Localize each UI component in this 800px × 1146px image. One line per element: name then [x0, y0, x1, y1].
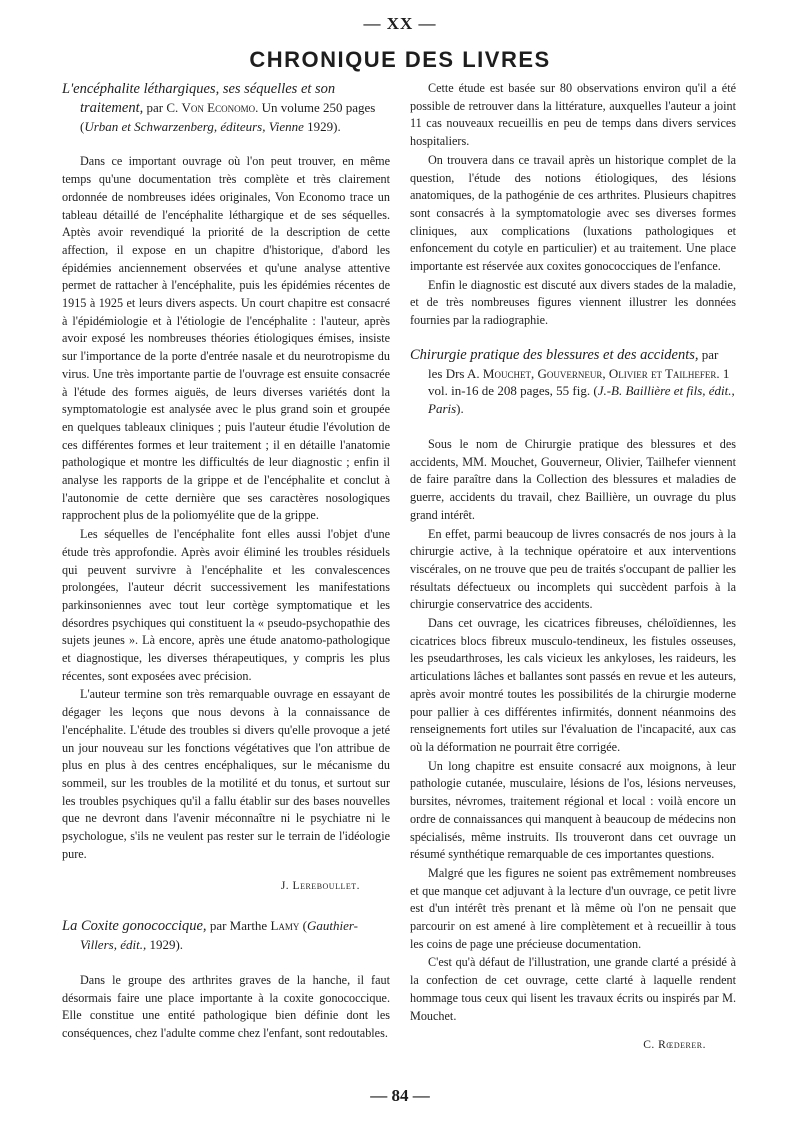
author-name: Von Economo. [181, 99, 259, 115]
publisher: Urban et Schwarzenberg, éditeurs, Vienne [84, 118, 304, 134]
signature-roederer: C. Rœderer. [643, 1039, 706, 1052]
by-text: par C. [146, 99, 179, 115]
spacer [410, 330, 736, 346]
section-heading: CHRONIQUE DES LIVRES [249, 47, 551, 72]
by-text: par Marthe [209, 918, 268, 934]
year: 1929). [146, 937, 184, 953]
publisher: J.-B. Baillière et fils, édit., Paris [428, 383, 735, 417]
publisher: Gauthier-Villers, édit., [80, 918, 359, 953]
left-column [62, 80, 390, 1043]
paragraph: L'auteur termine son très remarquable ouvrage en essayant de dégager les leçons que nous devons à la connaissance de l'encéphalite. L'étude des troubles si divers qu'elle provoque a jeté un jour nouveau sur les fonctions végétatives que l'on attribue de plus en plus à des centres encéphaliques, sur le mécanisme du sommeil, sur les troubles de la motilité et du tonus, et surtout sur les troubles psychiques qu'il a fallu établir sur des bases nouvelles que ne devront dans l'avenir méconnaître ni le psychiatre ni le psychologue, s'ils ne veulent pas rester sur le terrain de l'idéologie pure. [62, 687, 390, 861]
paragraph: Sous le nom de Chirurgie pratique des blessures et des accidents, MM. Mouchet, Gouverneur, Olivier, Tailhefer viennent de faire paraître dans la Collection des blessures et maladies de guerre, accidents du travail, chez Baillière, un ouvrage du plus grand intérêt. [410, 437, 736, 522]
paragraph: Dans le groupe des arthrites graves de la hanche, il faut désormais faire une place importante à la coxite gonococcique. Elle constitue une entité pathologique bien définie dont les conséquences, chez l'adulte comme chez l'enfant, sont redoutables. [62, 972, 390, 1040]
signature-lereboullet: J. Lereboullet. [280, 879, 360, 892]
book-title: La Coxite gonococcique, [62, 918, 207, 935]
book-details: Un volume 250 pages ( [80, 99, 376, 134]
paragraph: Cette étude est basée sur 80 observations environ qu'il a été possible de retrouver dans la littérature, auxquelles l'auteur a joint 11 cas nouveaux recueillis en peu de temps dans divers services hospitaliers. [410, 81, 736, 149]
paragraph: En effet, parmi beaucoup de livres consacrés de nos jours à la chirurgie active, à la technique opératoire et aux interventions viscérales, on ne trouve que peu de traités s'occupant de pallier les résultats défectueux ou incomplets qui succèdent parfois à la chirurgie conservatrice des accidents. [410, 526, 736, 612]
paragraph: Dans ce important ouvrage où l'on peut trouver, en même temps qu'une documentation très complète et très clairement ordonnée de nombreuses idées originales, Von Economo trace un tableau détaillé de l'encéphalite léthargique et de ses séquelles. Aptès avoir revendiqué la priorité de la description de cette affection, il expose en un chapitre d'historique, d'abord les épidémies anciennement observées et qu'une analyse attentive permet de rattacher à l'encéphalite, puis les épidémies récentes de 1915 à 1925 et leurs divers aspects. Un court chapitre est consacré à l'épidémiologie et à l'étiologie de l'encéphalite : l'auteur, après avoir exposé les nombreuses théories étiologiques émises, insiste sur l'importance de la porte d'entrée nasale et du neurotropisme du virus. Une très importante partie de l'ouvrage est ensuite consacrée à l'étude des formes aiguës, de leurs diverses variétés dont la symptomatologie est analysée avec le plus grand soin et groupée en quelques tableaux cliniques ; puis l'auteur étudie l'évolution de ces différentes formes et leur traitement ; il en détaille l'anatomie pathologique et montre les difficultés de leur diagnostic ; enfin il analyse les rapports de la grippe et de l'encéphalite et conclut à l'autonomie de cette dernière que ses caractères nosologiques rapprochent plus de la poliomyélite que de la grippe. [62, 154, 390, 523]
author-name: Lamy [270, 918, 300, 934]
review-von-economo-title-block [62, 80, 390, 135]
right-column [410, 80, 736, 1055]
book-title: L'encéphalite léthargiques, ses séquelles et son traitement, [62, 81, 336, 116]
year: ). [456, 401, 464, 417]
paragraph: C'est qu'à défaut de l'illustration, une grande clarté a présidé à la confection de cet ouvrage, cette clarté à laquelle rendent hommage tous ceux qui lisent les travaux écrits ou inspirés par M. Mouchet. [410, 955, 736, 1023]
review-mouchet-title-block [410, 346, 736, 418]
roman-folio: — XX — [363, 14, 437, 33]
book-details: ( [299, 918, 307, 934]
review-lamy-title-block [62, 917, 390, 954]
paragraph: On trouvera dans ce travail après un historique complet de la question, l'étude des notions étiologiques, des lésions anatomiques, de la pathogénie de ces arthrites. Plusieurs chapitres sont consacrés à la symptomatologie avec ses diverses formes cliniques, aux complications (luxations pathologiques et enfoncement du cotyle en particulier) et au traitement. Une place importante est réservée aux coxites gonococciques de l'enfance. [410, 152, 736, 274]
by-text: par les Drs A. [428, 346, 719, 381]
paragraph: Les séquelles de l'encéphalite font elles aussi l'objet d'une étude très approfondie. Après avoir éliminé les troubles résiduels qui peuvent survivre à l'encéphalite et les convalescences prolongées, l'auteur décrit successivement les manifestations parkinsoniennes avec tout leur cortège symptomatique et les désordres psychiques qui constituent la « pseudo-psychopathie des sujets jeunes ». Là encore, après une étude anatomo-pathologique et diagnostique, les diverses thérapeutiques, y compris les plus récentes, sont exposées avec précision. [62, 527, 390, 683]
year: 1929). [303, 118, 341, 134]
page-number: — 84 — [370, 1086, 430, 1105]
book-title: Chirurgie pratique des blessures et des accidents, [410, 346, 699, 363]
paragraph: Un long chapitre est ensuite consacré aux moignons, à leur pathologie cutanée, musculaire, lésions de l'os, lésions nerveuses, bursites, névromes, traitement régional et local : voilà encore un ordre de connaissances qui manquent à beaucoup de médecins non spécialisés, même instruits. Ils trouveront dans cet ouvrage un résumé synthétique remarquable de ces importantes questions. [410, 758, 736, 862]
author-names: Mouchet, Gouverneur, Olivier et Tailhefer. [482, 365, 720, 381]
book-details: 1 vol. in-16 de 208 pages, 55 fig. ( [428, 365, 730, 399]
paragraph: Enfin le diagnostic est discuté aux divers stades de la maladie, et de très nombreuses figures viennent illustrer les données fournies par la radiographie. [410, 277, 736, 328]
paragraph: Malgré que les figures ne soient pas extrêmement nombreuses et que manque cet adjuvant à la lecture d'un ouvrage, ce petit livre est d'un intérêt très prenant et là même où l'on ne pensait que parcourir on est amené à lire complètement et à recueillir à tous les coins de page une précieuse documentation. [410, 865, 736, 951]
paragraph: Dans cet ouvrage, les cicatrices fibreuses, chéloïdiennes, les cicatrices blocs fibreux musculo-tendineux, les fistules osseuses, les pseudarthroses, les cals vicieux les ankyloses, les raideurs, les articulations lâches et ballantes sont passés en revue et les auteurs, après avoir montré toutes les possibilités de la chirurgie moderne pour pallier à ces différentes infirmités, donnent néanmoins des renseignements fort utiles sur l'évaluation de l'incapacité, aux cas où la déformation ne pourrait être corrigée. [410, 616, 736, 754]
